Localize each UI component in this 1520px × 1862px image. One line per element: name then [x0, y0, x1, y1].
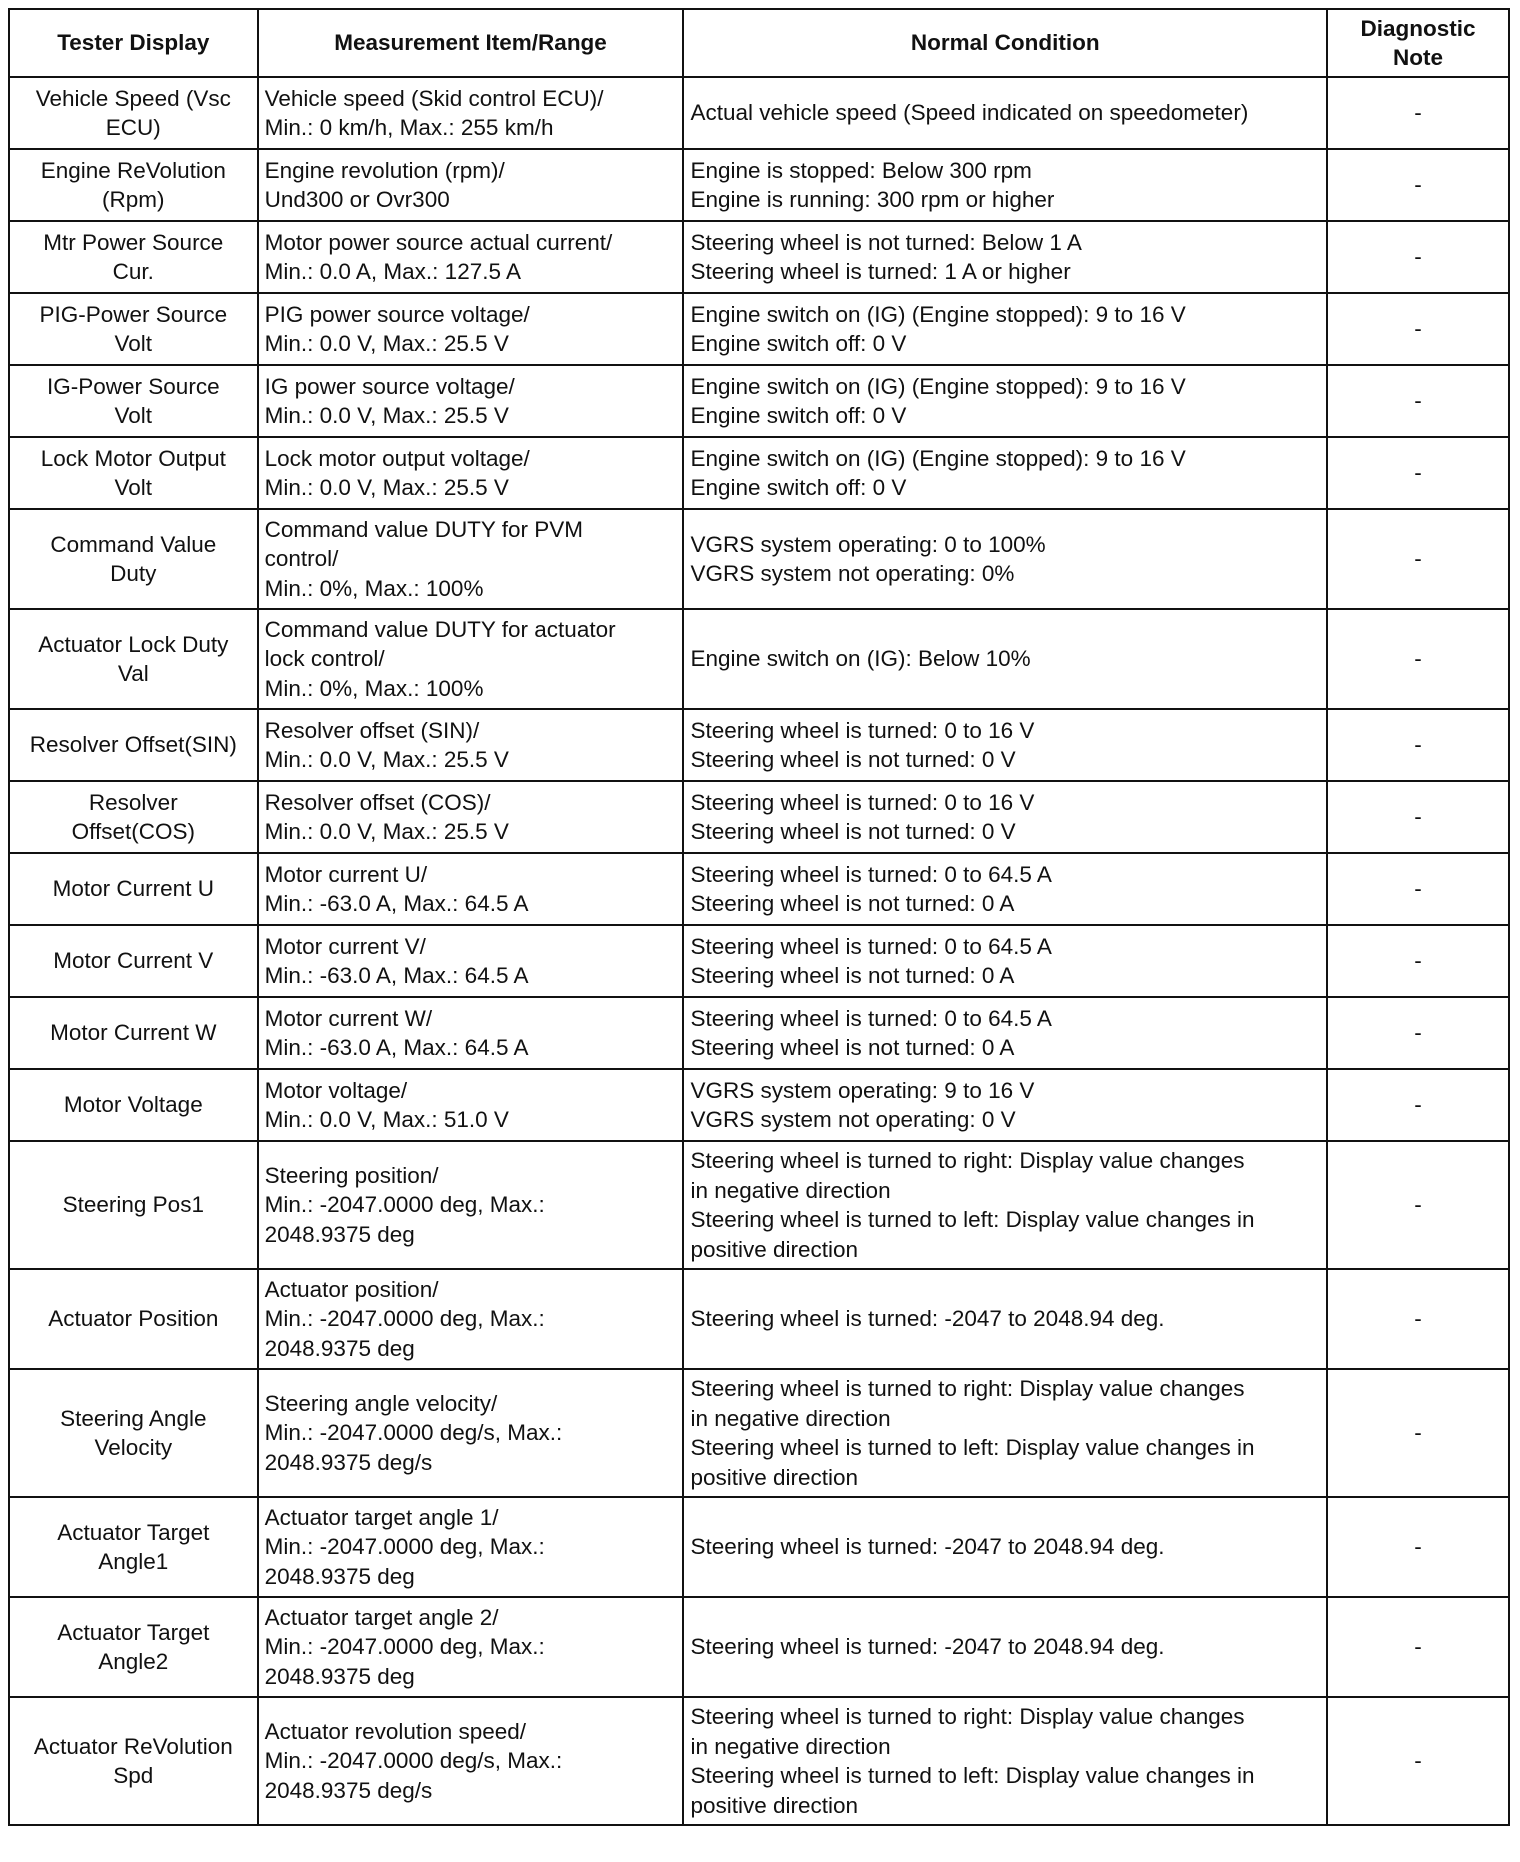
measurement-range-cell: Motor current W/ Min.: -63.0 A, Max.: 64.5 A — [258, 997, 684, 1069]
table-row — [9, 1269, 1509, 1369]
tester-display-cell: Motor Voltage — [9, 1069, 258, 1141]
table-row — [9, 853, 1509, 925]
measurement-range-cell: Actuator target angle 1/ Min.: -2047.0000 deg, Max.: 2048.9375 deg — [258, 1497, 684, 1597]
table-row — [9, 709, 1509, 781]
header-measurement-item-range: Measurement Item/Range — [258, 9, 684, 77]
tester-display-cell: Mtr Power Source Cur. — [9, 221, 258, 293]
table-row — [9, 509, 1509, 609]
measurement-range-cell: PIG power source voltage/ Min.: 0.0 V, Max.: 25.5 V — [258, 293, 684, 365]
measurement-range-cell: IG power source voltage/ Min.: 0.0 V, Max.: 25.5 V — [258, 365, 684, 437]
measurement-range-cell: Command value DUTY for actuator lock control/ Min.: 0%, Max.: 100% — [258, 609, 684, 709]
normal-condition-cell: VGRS system operating: 0 to 100% VGRS system not operating: 0% — [683, 509, 1327, 609]
measurement-range-cell: Resolver offset (SIN)/ Min.: 0.0 V, Max.: 25.5 V — [258, 709, 684, 781]
measurement-range-cell: Actuator position/ Min.: -2047.0000 deg, Max.: 2048.9375 deg — [258, 1269, 684, 1369]
diagnostic-note-cell: - — [1327, 1369, 1509, 1497]
normal-condition-cell: Engine switch on (IG): Below 10% — [683, 609, 1327, 709]
diagnostic-note-cell: - — [1327, 221, 1509, 293]
table-row — [9, 221, 1509, 293]
tester-display-cell: Motor Current U — [9, 853, 258, 925]
measurement-range-cell: Lock motor output voltage/ Min.: 0.0 V, Max.: 25.5 V — [258, 437, 684, 509]
diagnostic-note-cell: - — [1327, 781, 1509, 853]
header-normal-condition: Normal Condition — [683, 9, 1327, 77]
data-list-table — [8, 8, 1510, 1826]
tester-display-cell: Vehicle Speed (Vsc ECU) — [9, 77, 258, 149]
table-row — [9, 437, 1509, 509]
table-row — [9, 925, 1509, 997]
normal-condition-cell: Steering wheel is turned to right: Display value changes in negative direction Steering wheel is turned to left: Display value changes in positive direction — [683, 1369, 1327, 1497]
normal-condition-cell: Engine switch on (IG) (Engine stopped): 9 to 16 V Engine switch off: 0 V — [683, 365, 1327, 437]
measurement-range-cell: Resolver offset (COS)/ Min.: 0.0 V, Max.: 25.5 V — [258, 781, 684, 853]
tester-display-cell: Engine ReVolution (Rpm) — [9, 149, 258, 221]
normal-condition-cell: Steering wheel is turned to right: Display value changes in negative direction Steering wheel is turned to left: Display value changes in positive direction — [683, 1141, 1327, 1269]
measurement-range-cell: Vehicle speed (Skid control ECU)/ Min.: 0 km/h, Max.: 255 km/h — [258, 77, 684, 149]
table-row — [9, 1497, 1509, 1597]
normal-condition-cell: Engine switch on (IG) (Engine stopped): 9 to 16 V Engine switch off: 0 V — [683, 293, 1327, 365]
tester-display-cell: Motor Current W — [9, 997, 258, 1069]
tester-display-cell: Motor Current V — [9, 925, 258, 997]
diagnostic-note-cell: - — [1327, 1597, 1509, 1697]
tester-display-cell: Resolver Offset(SIN) — [9, 709, 258, 781]
table-row — [9, 1697, 1509, 1825]
tester-display-cell: Steering Pos1 — [9, 1141, 258, 1269]
measurement-range-cell: Motor current V/ Min.: -63.0 A, Max.: 64.5 A — [258, 925, 684, 997]
diagnostic-note-cell: - — [1327, 77, 1509, 149]
measurement-range-cell: Motor power source actual current/ Min.: 0.0 A, Max.: 127.5 A — [258, 221, 684, 293]
tester-display-cell: IG-Power Source Volt — [9, 365, 258, 437]
measurement-range-cell: Steering position/ Min.: -2047.0000 deg, Max.: 2048.9375 deg — [258, 1141, 684, 1269]
table-row — [9, 1369, 1509, 1497]
normal-condition-cell: Steering wheel is turned: 0 to 64.5 A Steering wheel is not turned: 0 A — [683, 997, 1327, 1069]
diagnostic-note-cell: - — [1327, 853, 1509, 925]
measurement-range-cell: Actuator revolution speed/ Min.: -2047.0000 deg/s, Max.: 2048.9375 deg/s — [258, 1697, 684, 1825]
measurement-range-cell: Motor voltage/ Min.: 0.0 V, Max.: 51.0 V — [258, 1069, 684, 1141]
measurement-range-cell: Actuator target angle 2/ Min.: -2047.0000 deg, Max.: 2048.9375 deg — [258, 1597, 684, 1697]
tester-display-cell: PIG-Power Source Volt — [9, 293, 258, 365]
normal-condition-cell: Engine switch on (IG) (Engine stopped): 9 to 16 V Engine switch off: 0 V — [683, 437, 1327, 509]
table-row — [9, 149, 1509, 221]
normal-condition-cell: Steering wheel is turned: 0 to 16 V Steering wheel is not turned: 0 V — [683, 709, 1327, 781]
tester-display-cell: Actuator Target Angle1 — [9, 1497, 258, 1597]
diagnostic-note-cell: - — [1327, 609, 1509, 709]
table-row — [9, 1597, 1509, 1697]
tester-display-cell: Actuator Target Angle2 — [9, 1597, 258, 1697]
tester-display-cell: Actuator Lock Duty Val — [9, 609, 258, 709]
table-row — [9, 77, 1509, 149]
measurement-range-cell: Motor current U/ Min.: -63.0 A, Max.: 64.5 A — [258, 853, 684, 925]
header-diagnostic-note: Diagnostic Note — [1327, 9, 1509, 77]
measurement-range-cell: Engine revolution (rpm)/ Und300 or Ovr300 — [258, 149, 684, 221]
normal-condition-cell: Steering wheel is turned: 0 to 64.5 A Steering wheel is not turned: 0 A — [683, 925, 1327, 997]
measurement-range-cell: Command value DUTY for PVM control/ Min.: 0%, Max.: 100% — [258, 509, 684, 609]
tester-display-cell: Actuator Position — [9, 1269, 258, 1369]
header-row — [9, 9, 1509, 77]
normal-condition-cell: Engine is stopped: Below 300 rpm Engine is running: 300 rpm or higher — [683, 149, 1327, 221]
tester-display-cell: Command Value Duty — [9, 509, 258, 609]
table-row — [9, 1141, 1509, 1269]
normal-condition-cell: Steering wheel is turned: 0 to 16 V Steering wheel is not turned: 0 V — [683, 781, 1327, 853]
diagnostic-note-cell: - — [1327, 997, 1509, 1069]
measurement-range-cell: Steering angle velocity/ Min.: -2047.0000 deg/s, Max.: 2048.9375 deg/s — [258, 1369, 684, 1497]
normal-condition-cell: Steering wheel is turned: -2047 to 2048.94 deg. — [683, 1497, 1327, 1597]
table-row — [9, 781, 1509, 853]
normal-condition-cell: Steering wheel is turned: -2047 to 2048.94 deg. — [683, 1269, 1327, 1369]
diagnostic-note-cell: - — [1327, 1697, 1509, 1825]
tester-display-cell: Actuator ReVolution Spd — [9, 1697, 258, 1825]
table-row — [9, 1069, 1509, 1141]
diagnostic-note-cell: - — [1327, 365, 1509, 437]
tester-display-cell: Lock Motor Output Volt — [9, 437, 258, 509]
normal-condition-cell: Actual vehicle speed (Speed indicated on speedometer) — [683, 77, 1327, 149]
table-row — [9, 365, 1509, 437]
diagnostic-note-cell: - — [1327, 1269, 1509, 1369]
diagnostic-note-cell: - — [1327, 293, 1509, 365]
table-row — [9, 293, 1509, 365]
diagnostic-note-cell: - — [1327, 1069, 1509, 1141]
diagnostic-note-cell: - — [1327, 925, 1509, 997]
normal-condition-cell: Steering wheel is turned to right: Display value changes in negative direction Steering wheel is turned to left: Display value changes in positive direction — [683, 1697, 1327, 1825]
diagnostic-note-cell: - — [1327, 149, 1509, 221]
table-row — [9, 609, 1509, 709]
normal-condition-cell: VGRS system operating: 9 to 16 V VGRS system not operating: 0 V — [683, 1069, 1327, 1141]
normal-condition-cell: Steering wheel is turned: -2047 to 2048.94 deg. — [683, 1597, 1327, 1697]
tester-display-cell: Steering Angle Velocity — [9, 1369, 258, 1497]
normal-condition-cell: Steering wheel is turned: 0 to 64.5 A Steering wheel is not turned: 0 A — [683, 853, 1327, 925]
header-tester-display: Tester Display — [9, 9, 258, 77]
diagnostic-note-cell: - — [1327, 509, 1509, 609]
tester-display-cell: Resolver Offset(COS) — [9, 781, 258, 853]
table-row — [9, 997, 1509, 1069]
diagnostic-note-cell: - — [1327, 1497, 1509, 1597]
diagnostic-note-cell: - — [1327, 1141, 1509, 1269]
diagnostic-note-cell: - — [1327, 437, 1509, 509]
normal-condition-cell: Steering wheel is not turned: Below 1 A Steering wheel is turned: 1 A or higher — [683, 221, 1327, 293]
diagnostic-note-cell: - — [1327, 709, 1509, 781]
spec-table-container — [8, 8, 1510, 1826]
